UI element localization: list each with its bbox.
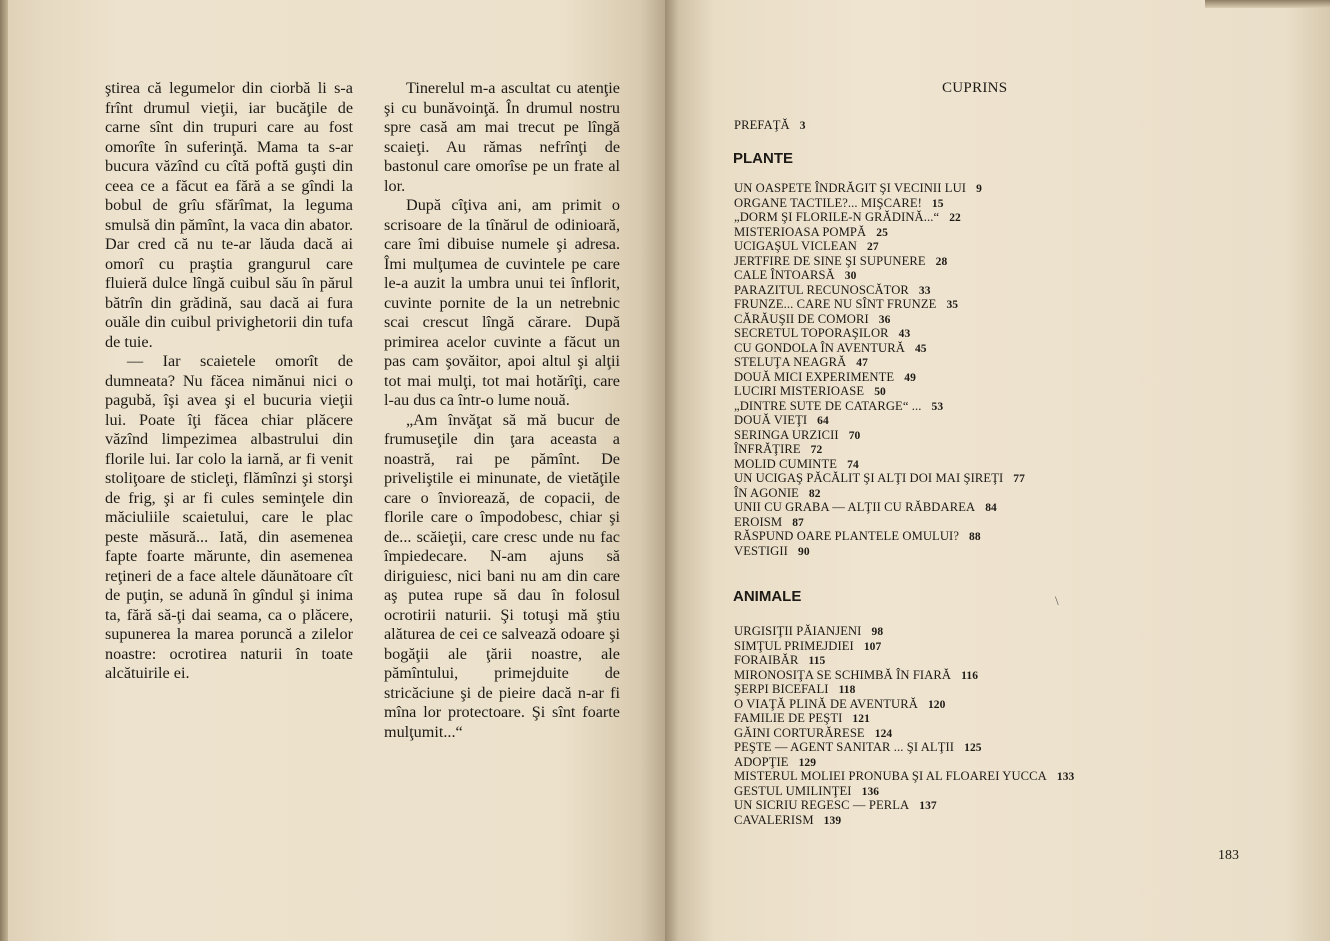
section-heading-animale: ANIMALE: [733, 588, 802, 605]
toc-entry-label: CU GONDOLA ÎN AVENTURĂ: [734, 340, 905, 355]
toc-entry-label: EROISM: [734, 514, 783, 529]
toc-entry: [734, 196, 944, 211]
toc-entry: [734, 668, 978, 683]
toc-entry-page: 133: [1056, 771, 1075, 783]
toc-entry-label: UN UCIGAŞ PĂCĂLIT ŞI ALŢI DOI MAI ŞIREŢI: [734, 471, 1004, 485]
toc-entry-page: 22: [949, 212, 961, 224]
toc-entry-label: CĂRĂUŞII DE COMORI: [734, 311, 869, 326]
paragraph: După cîţiva ani, am primit o scrisoare de la tînărul de odinioară, care îmi dibuise numele şi adresa. Îmi mulţumea de cuvintele pe care le-a auzit la umbra unui tei înflorit, cuvinte pornite de la un netrebnic scai crescut lîngă cărare. După primirea acelor cuvinte a făcut un pas cam şovăitor, apoi altul şi alţii tot mai mulţi, tot mai hotărîţi, care l-au dus ca într-o lume nouă.: [384, 196, 620, 409]
toc-entry-page: 30: [844, 270, 857, 282]
toc-entry: [734, 355, 868, 370]
toc-entry-label: ORGANE TACTILE?... MIŞCARE!: [734, 195, 922, 210]
toc-entry: [734, 254, 947, 269]
book-edge: [0, 0, 8, 941]
toc-entry-label: CALE ÎNTOARSĂ: [734, 268, 835, 282]
toc-entry: [734, 370, 916, 385]
toc-entry-label: MISTERIOASA POMPĂ: [734, 224, 867, 239]
toc-preface: [734, 118, 806, 133]
toc-entry: [734, 384, 886, 399]
toc-entry-page: 25: [876, 226, 888, 239]
toc-entry: [734, 639, 881, 654]
toc-entry-page: 15: [931, 197, 944, 210]
toc-entry-page: 53: [931, 400, 944, 413]
toc-entry-page: 107: [863, 640, 882, 653]
toc-entry: [734, 653, 825, 668]
toc-entry-page: 118: [838, 684, 856, 696]
toc-title: CUPRINS: [942, 80, 1008, 96]
toc-entry: [734, 740, 982, 755]
toc-entry: [734, 210, 961, 225]
toc-entry-label: PARAZITUL RECUNOSCĂTOR: [734, 282, 909, 297]
toc-entry-page: 50: [874, 386, 886, 398]
toc-entry-label: DOUĂ VIEŢI: [734, 413, 808, 427]
toc-entry-page: 47: [856, 357, 868, 369]
toc-entry-label: PREFAŢĂ: [734, 118, 790, 132]
toc-entry-label: MOLID CUMINTE: [734, 456, 838, 471]
page-number: 183: [1218, 848, 1239, 863]
toc-entry-page: 98: [871, 626, 884, 638]
toc-entry-label: URGISIŢII PĂIANJENI: [734, 624, 862, 638]
toc-entry-page: 136: [861, 785, 880, 798]
toc-entry-page: 36: [878, 313, 891, 326]
toc-entry-label: MIRONOSIŢA SE SCHIMBĂ ÎN FIARĂ: [734, 667, 952, 682]
toc-entry: [734, 181, 982, 196]
toc-entry: [734, 312, 890, 327]
toc-entry-label: VESTIGII: [734, 543, 788, 558]
toc-entry-label: O VIAŢĂ PLINĂ DE AVENTURĂ: [734, 696, 918, 711]
toc-entry-label: FAMILIE DE PEŞTI: [734, 711, 843, 725]
toc-entry: [734, 726, 892, 741]
toc-entry: [734, 798, 937, 813]
toc-entry: [734, 755, 816, 770]
toc-entry: [734, 399, 943, 414]
toc-entry-page: 115: [808, 655, 826, 667]
toc-entry-label: GESTUL UMILINŢEI: [734, 783, 852, 798]
toc-entry-page: 3: [799, 120, 806, 132]
toc-entry-label: MISTERUL MOLIEI PRONUBA ŞI AL FLOAREI YUCCA: [734, 769, 1047, 783]
toc-entry-page: 45: [914, 342, 927, 355]
toc-entry-page: 129: [798, 756, 817, 769]
toc-entry-label: LUCIRI MISTERIOASE: [734, 384, 865, 398]
toc-entry-label: UNII CU GRABA — ALŢII CU RĂBDAREA: [734, 500, 976, 514]
toc-entry-label: ÎNFRĂŢIRE: [734, 442, 801, 456]
toc-entry-label: CAVALERISM: [734, 812, 814, 827]
toc-entry-page: 27: [867, 241, 879, 253]
toc-entry: [734, 769, 1074, 784]
toc-entry: [734, 697, 946, 712]
toc-entry-label: RĂSPUND OARE PLANTELE OMULUI?: [734, 529, 960, 543]
toc-entry-page: 139: [823, 814, 842, 827]
toc-entry: [734, 515, 804, 530]
book-edge-top: [1205, 0, 1330, 8]
toc-entry: [734, 268, 856, 283]
toc-entry: [734, 283, 931, 298]
toc-entry-page: 33: [918, 284, 931, 297]
toc-entry: [734, 413, 829, 428]
toc-entry-page: 64: [817, 415, 829, 427]
toc-entry-label: STELUŢA NEAGRĂ: [734, 355, 847, 369]
toc-entry-label: FRUNZE... CARE NU SÎNT FRUNZE: [734, 297, 937, 311]
toc-entry-page: 120: [927, 698, 946, 711]
toc-entry-label: GĂINI CORTURĂRESE: [734, 725, 865, 740]
toc-entry: [734, 471, 1025, 486]
toc-entry: [734, 326, 910, 341]
toc-entry: [734, 682, 856, 697]
text-column-b: [384, 79, 620, 742]
toc-entry: [734, 442, 822, 457]
toc-entry: [734, 486, 821, 501]
toc-entry-page: 82: [808, 487, 821, 500]
toc-entry-label: PEŞTE — AGENT SANITAR ... ŞI ALŢII: [734, 740, 955, 754]
toc-entry-label: FORAIBĂR: [734, 653, 799, 667]
toc-entry: [734, 544, 810, 559]
toc-entry-page: 137: [919, 800, 937, 812]
toc-entry-page: 9: [976, 183, 982, 195]
toc-entry: [734, 428, 860, 443]
toc-entry: [734, 457, 859, 472]
toc-entry-label: „DORM ŞI FLORILE-N GRĂDINĂ...“: [734, 210, 940, 224]
toc-entry: [734, 624, 883, 639]
toc-entry-label: UN SICRIU REGESC — PERLA: [734, 798, 910, 812]
toc-entry-page: 28: [935, 255, 948, 268]
toc-entry-page: 116: [961, 669, 979, 682]
toc-entry-label: SECRETUL TOPORAŞILOR: [734, 326, 889, 340]
toc-entry-page: 84: [985, 502, 997, 514]
toc-entry: [734, 813, 841, 828]
toc-entry-page: 49: [904, 371, 916, 384]
pencil-mark: \: [1055, 593, 1059, 608]
toc-entry: [734, 784, 879, 799]
toc-entry-page: 88: [969, 531, 981, 543]
toc-entry-page: 90: [797, 545, 810, 558]
toc-entry: [734, 529, 981, 544]
toc-entry-label: SERINGA URZICII: [734, 427, 839, 442]
toc-entry-page: 35: [946, 299, 959, 311]
section-heading-plante: PLANTE: [733, 150, 793, 167]
toc-entry: [734, 341, 927, 356]
toc-entry: [734, 500, 997, 515]
text-column-a: [105, 79, 353, 684]
toc-entry-page: 72: [810, 444, 823, 456]
paragraph: „Am învăţat să mă bucur de frumuseţile din ţara aceasta a noastră, rai pe pămînt. De priveliştile ei minunate, de vietăţile care o înviorează, de copacii, de florile care o împodobesc, chiar şi de... scăieţii, care cresc unde nu fac împiedecare. N-am ajuns să diriguiesc, nici bani nu am din care aş putea rupe să dau în folosul ocrotirii naturii. Şi totuşi mă ştiu alăturea de cei ce salvează odoare şi bogăţii ale ţării noastre, ale pămîntului, primejduite de stricăciune şi de pieire dacă n-ar fi mîna lor protectoare. Şi sînt foarte mulţumit...“: [384, 410, 620, 741]
toc-entry-label: ŞERPI BICEFALI: [734, 682, 829, 696]
toc-entry-page: 124: [874, 727, 893, 740]
toc-entry: [734, 225, 888, 240]
toc-entry-label: UCIGAŞUL VICLEAN: [734, 239, 857, 253]
toc-entry-page: 77: [1013, 473, 1025, 485]
paragraph: ştirea că legumelor din ciorbă li s-a frînt drumul vieţii, iar bucăţile de carne sînt din trupuri care au fost omorîte în suferinţă. Mama ta s-ar bucura văzînd cu cîtă poftă guşti din ceea ce a făcut ea fără a se gîndi la bobul de grîu sfărîmat, la leguma smulsă din pămînt, la vaca din abator. Dar cred că nu te-ar lăuda dacă ai omorî cu praştia grangurul care fluieră dulce lîngă cuibul său în părul bătrîn din grădină, sau dacă ai fura ouăle din cuibul privighetorii din tufa de tuie.: [105, 79, 353, 351]
toc-entry-label: „DINTRE SUTE DE CATARGE“ ...: [734, 398, 922, 413]
paragraph: — Iar scaietele omorît de dumneata? Nu făcea nimănui nici o pagubă, îşi avea şi el bucuria vieţii lui. Poate îţi făcea chiar plăcere văzînd limpezimea albastrului din florile lui. Iar colo la iarnă, ar fi venit stoliţoare de sticleţi, flămînzi şi storşi de frig, şi ar fi cules seminţele din măciuliile scaietului, care le plac peste măsură... Iată, din asemenea fapte foarte mărunte, din asemenea reţineri de a face altele dăunătoare cît de puţin, se adună în gîndul şi inima ta, fără să-ţi dai seama, ca o plăcere, supunerea la marea poruncă a zilelor noastre: ocrotirea naturii în toate alcătuirile ei.: [105, 352, 353, 682]
toc-entry-page: 74: [847, 458, 859, 471]
toc-entry-page: 125: [964, 742, 982, 754]
toc-entry-page: 87: [792, 516, 804, 529]
toc-entry-label: DOUĂ MICI EXPERIMENTE: [734, 369, 895, 384]
toc-entry-label: SIMŢUL PRIMEJDIEI: [734, 638, 854, 653]
toc-entry-label: UN OASPETE ÎNDRĂGIT ŞI VECINII LUI: [734, 181, 967, 195]
toc-entry: [734, 711, 870, 726]
paragraph: Tinerelul m-a ascultat cu atenţie şi cu bunăvoinţă. În drumul nostru spre casă am mai trecut pe lîngă scaieţi. Au rămas nefrînţi de bastonul care omorîse pe un frate al lor.: [384, 79, 620, 195]
toc-entry: [734, 297, 958, 312]
toc-entry-page: 43: [898, 328, 911, 340]
toc-entry-page: 121: [852, 713, 870, 725]
toc-entry-page: 70: [848, 429, 861, 442]
toc-entry-label: JERTFIRE DE SINE ŞI SUPUNERE: [734, 253, 926, 268]
toc-entry: [734, 239, 879, 254]
toc-entry-label: ADOPŢIE: [734, 754, 789, 769]
toc-entry-label: ÎN AGONIE: [734, 485, 799, 500]
